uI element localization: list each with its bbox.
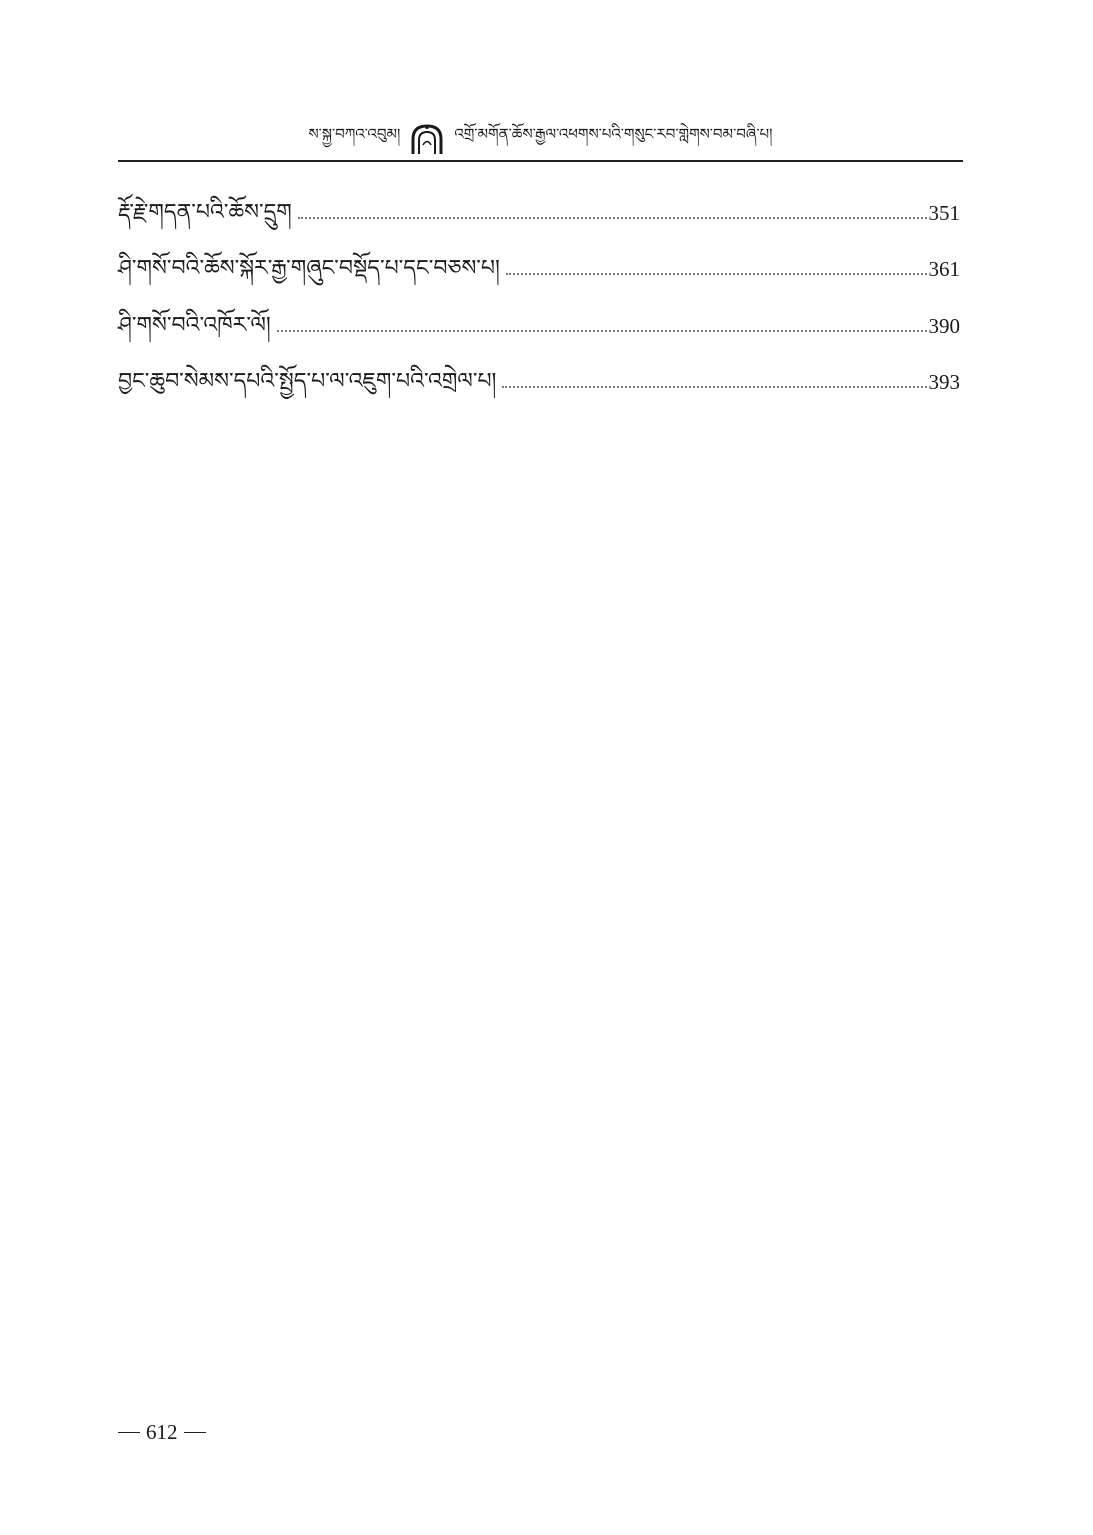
dot-leader: [277, 330, 927, 332]
toc-entry-page: 390: [928, 313, 960, 338]
header-rule: [118, 160, 963, 162]
toc-entry-title: ཤི་གསོ་བའི་འཁོར་ལོ།: [118, 312, 271, 338]
arch-emblem-icon: [410, 123, 444, 155]
dot-leader: [298, 217, 927, 219]
toc-entry[interactable]: [118, 178, 960, 235]
toc-entry[interactable]: [118, 235, 960, 292]
toc-entry-title: བྱང་ཆུབ་སེམས་དཔའི་སྤྱོད་པ་ལ་འཇུག་པའི་འགྲེལ་པ།: [118, 369, 497, 394]
header-left-text: ས་སྐྱ་བཀའ་འབུམ།: [308, 125, 401, 143]
toc-entry-page: 393: [928, 370, 960, 394]
table-of-contents: [118, 178, 960, 404]
header-right-text: འགྲོ་མགོན་ཆོས་རྒྱལ་འཕགས་པའི་གསུང་རབ་གླེགས་བམ་བཞི་པ།: [454, 125, 773, 143]
running-header: [118, 122, 963, 156]
toc-entry[interactable]: [118, 291, 960, 348]
page-number: 612: [146, 1420, 178, 1444]
toc-entry[interactable]: [118, 348, 960, 405]
toc-entry-page: 351: [928, 200, 960, 225]
footer-dash-left: [118, 1432, 140, 1433]
dot-leader: [502, 386, 926, 388]
toc-entry-page: 361: [928, 257, 960, 281]
dot-leader: [506, 273, 927, 275]
footer-dash-right: [184, 1432, 206, 1433]
page-footer: [118, 1420, 206, 1445]
toc-entry-title: རྡོ་རྗེ་གདན་པའི་ཆོས་དྲུག: [118, 199, 292, 225]
toc-entry-title: ཤི་གསོ་བའི་ཆོས་སྐོར་རྒྱ་གཞུང་བསྡོད་པ་དང་བཅས་པ།: [118, 256, 500, 281]
